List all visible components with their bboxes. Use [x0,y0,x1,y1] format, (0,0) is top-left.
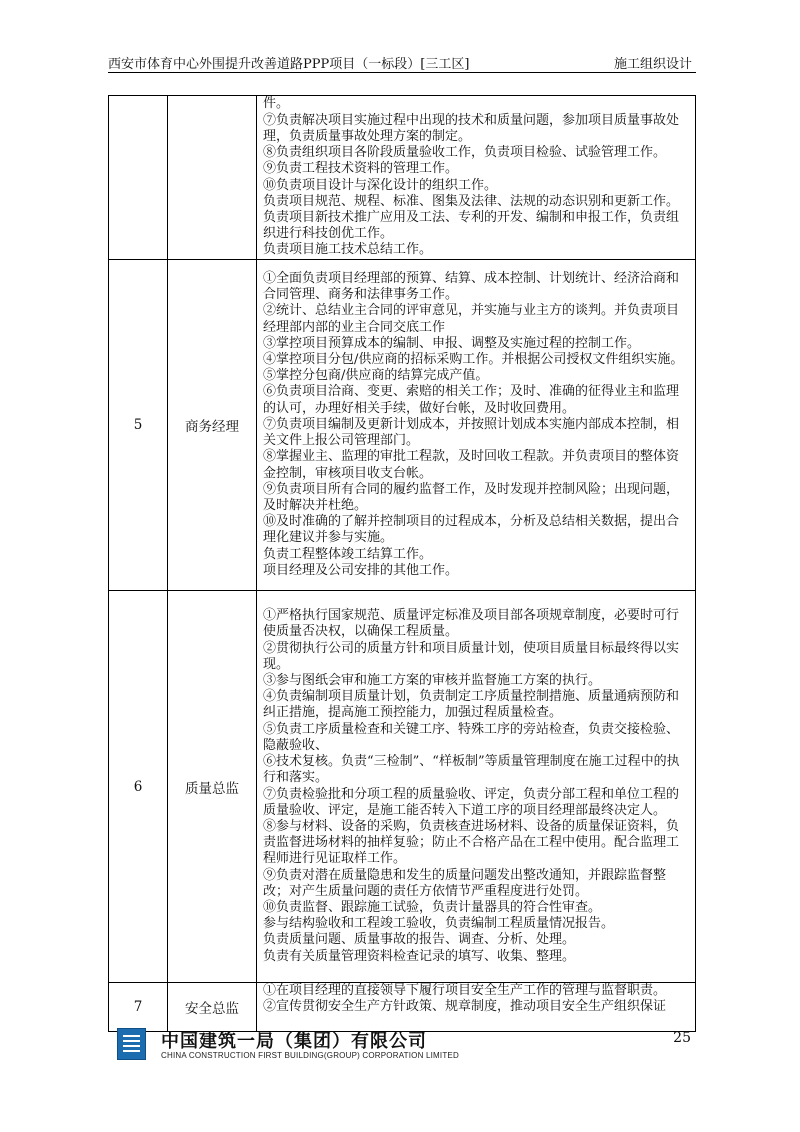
role-name: 安全总监 [168,983,257,1032]
duty-line: ⑧参与材料、设备的采购，负责核查进场材料、设备的质量保证资料，负责监督进场材料的抽样复验；防止不合格产品在工程中使用。配合监理工程师进行见证取样工作。 [263,818,680,867]
duty-line: ⑩负责监督、跟踪施工试验，负责计量器具的符合性审查。 [263,899,602,915]
row-number: 5 [109,260,168,591]
duty-line: ⑩及时准确的了解并控制项目的过程成本，分析及总结相关数据，提出合理化建议并参与实施。 [263,514,680,546]
project-title: 西安市体育中心外围提升改善道路PPP项目（一标段）[三工区] [108,57,470,72]
duty-line: 件。 [263,96,290,112]
company-name-cn: 中国建筑一局（集团）有限公司 [161,1031,427,1052]
duty-line: ⑦负责解决项目实施过程中出现的技术和质量问题，参加项目质量事故处理，负责质量事故处理方案的制定。 [263,112,680,144]
duty-line: 项目经理及公司安排的其他工作。 [263,562,459,578]
page-footer [117,1027,697,1067]
duty-line: ⑤负责工序质量检查和关键工序、特殊工序的旁站检查，负责交接检验、隐蔽验收、 [263,721,680,753]
table-row [109,260,696,591]
duty-line: ⑦负责项目编制及更新计划成本，并按照计划成本实施内部成本控制，相关文件上报公司管理部门。 [263,416,680,449]
page-number: 25 [673,1030,691,1046]
duty-line: ⑨负责工程技术资料的管理工作。 [263,161,459,177]
duty-line: ④掌控项目分包/供应商的招标采购工作。并根据公司授权文件组织实施。 [263,352,684,368]
duty-line: ⑧掌握业主、监理的审批工程款，及时回收工程款。并负责项目的整体资金控制，审核项目收支台帐。 [263,449,680,481]
duty-cell [257,591,696,983]
duty-cell [257,260,696,591]
table-row [109,591,696,983]
table-row [109,96,696,260]
company-name-en: CHINA CONSTRUCTION FIRST BUILDING(GROUP) CORPORATION LIMITED [161,1051,459,1060]
duty-line: ⑤掌控分包商/供应商的结算完成产值。 [263,368,489,384]
role-name: 质量总监 [168,591,257,983]
duty-line: ⑦负责检验批和分项工程的质量验收、评定，负责分部工程和单位工程的质量验收、评定，是施工能否转入下道工序的项目经理部最终决定人。 [263,786,680,818]
duty-line: 负责项目规范、规程、标准、图集及法律、法规的动态识别和更新工作。 [263,193,680,209]
duty-line: 负责工程整体竣工结算工作。 [263,546,433,562]
duty-line: ①严格执行国家规范、质量评定标准及项目部各项规章制度，必要时可行使质量否决权，以确保工程质量。 [263,608,680,640]
row-number: 6 [109,591,168,983]
document-title: 施工组织设计 [613,57,692,72]
duty-line: ①在项目经理的直接领导下履行项目安全生产工作的管理与监督职责。 [263,983,667,998]
role-name: 商务经理 [168,260,257,591]
duty-line: 参与结构验收和工程竣工验收，负责编制工程质量情况报告。 [263,916,615,932]
duty-line: ③掌控项目预算成本的编制、申报、调整及实施过程的控制工作。 [263,335,641,351]
duty-line: ⑧负责组织项目各阶段质量验收工作，负责项目检验、试验管理工作。 [263,145,667,161]
duty-line: ①全面负责项目经理部的预算、结算、成本控制、计划统计、经济洽商和合同管理、商务和法律事务工作。 [263,271,680,303]
duty-line: 负责项目施工技术总结工作。 [263,242,433,258]
duty-line: ⑥技术复核。负责“三检制”、“样板制”等质量管理制度在施工过程中的执行和落实。 [263,754,680,786]
duty-cell [257,983,696,1032]
duty-line: 负责项目新技术推广应用及工法、专利的开发、编制和申报工作，负责组织进行科技创优工作。 [263,209,680,242]
duty-line: ②统计、总结业主合同的评审意见，并实施与业主方的谈判。并负责项目经理部内部的业主合同交底工作 [263,303,680,335]
row-number: 7 [109,983,168,1032]
responsibility-table [108,95,696,1032]
role-name [168,96,257,260]
duty-line: ⑥负责项目洽商、变更、索赔的相关工作；及时、准确的征得业主和监理的认可，办理好相关手续，做好台帐，及时收回费用。 [263,384,680,416]
page-header [108,52,696,73]
row-number [109,96,168,260]
table-row [109,983,696,1032]
duty-line: ⑨负责项目所有合同的履约监督工作，及时发现并控制风险；出现问题，及时解决并杜绝。 [263,481,680,513]
duty-line: ②宣传贯彻安全生产方针政策、规章制度，推动项目安全生产组织保证 [263,999,667,1015]
duty-line: ②贯彻执行公司的质量方针和项目质量计划，使项目质量目标最终得以实现。 [263,640,680,672]
duty-line: 负责有关质量管理资料检查记录的填写、收集、整理。 [263,948,576,964]
duty-line: ⑨负责对潜在质量隐患和发生的质量问题发出整改通知，并跟踪监督整改；对产生质量问题的责任方依情节严重程度进行处罚。 [263,867,667,899]
duty-line: 负责质量问题、质量事故的报告、调查、分析、处理。 [263,932,576,948]
duty-line: ③参与图纸会审和施工方案的审核并监督施工方案的执行。 [263,673,602,689]
cscec-logo-icon [117,1028,146,1060]
duty-line: ⑩负责项目设计与深化设计的组织工作。 [263,177,498,193]
duty-cell [257,96,696,260]
duty-line: ④负责编制项目质量计划，负责制定工序质量控制措施、质量通病预防和纠正措施，提高施工预控能力，加强过程质量检查。 [263,689,680,721]
